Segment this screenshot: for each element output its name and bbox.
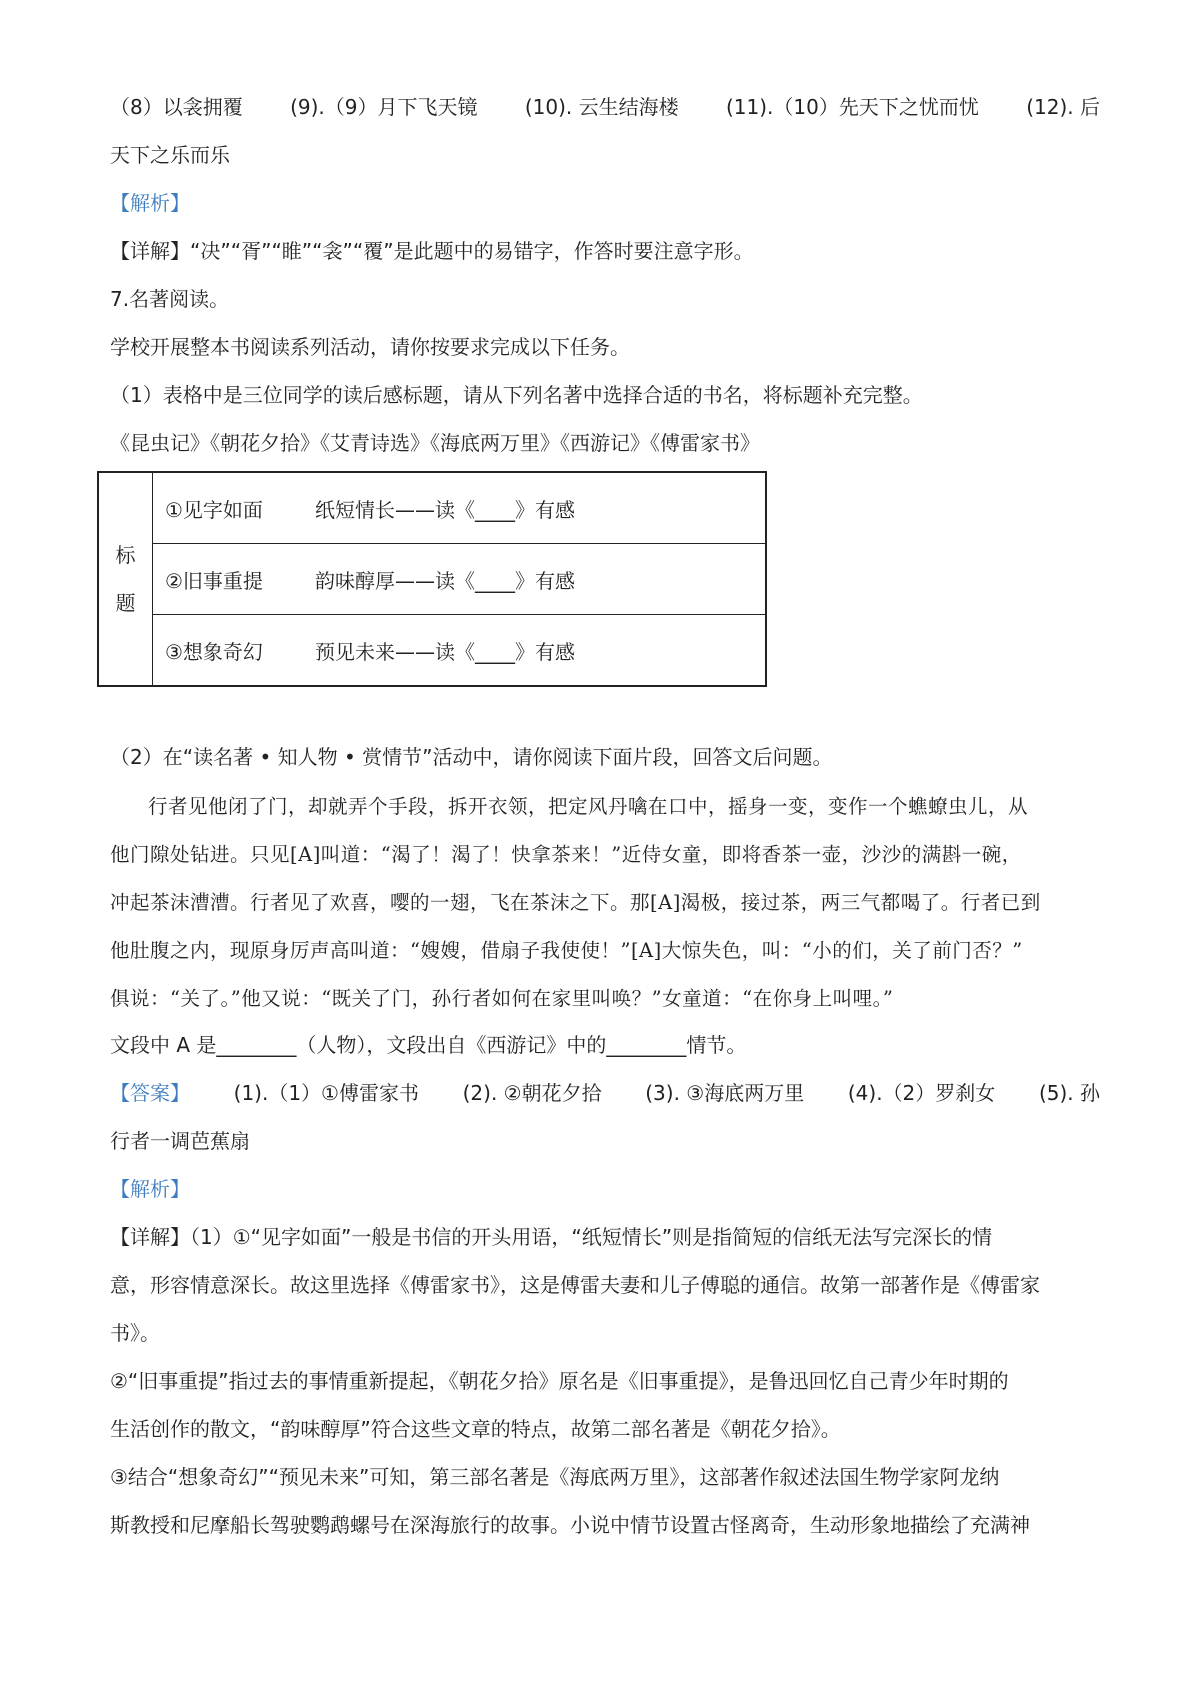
detail-line: ②“旧事重提”指过去的事情重新提起，《朝花夕拾》原名是《旧事重提》，是鲁迅回忆自己青少年时期的 <box>110 1369 1009 1393</box>
question-title: 7.名著阅读。 <box>110 287 230 311</box>
row-phrase: ①见字如面 <box>165 497 263 522</box>
detail-line: 意，形容情意深长。故这里选择《傅雷家书》，这是傅雷夫妻和儿子傅聪的通信。故第一部著作是《傅雷家 <box>110 1273 1040 1297</box>
passage-question: 文段中 A 是________（人物），文段出自《西游记》中的________情节。 <box>110 1033 747 1057</box>
answer-item: (3). ③海底两万里 <box>645 1081 805 1105</box>
answer-item: (4).（2）罗刹女 <box>847 1081 996 1105</box>
answer-item: (12). 后 <box>1026 95 1100 119</box>
answer-item: (9).（9）月下飞天镜 <box>290 95 478 119</box>
table-head-cell <box>98 472 153 686</box>
question-intro: 学校开展整本书阅读系列活动，请你按要求完成以下任务。 <box>110 335 630 359</box>
row-title: 纸短情长——读《____》有感 <box>315 497 575 522</box>
answer-line <box>110 1079 1100 1107</box>
detail-line: 【详解】（1）①“见字如面”一般是书信的开头用语，“纸短情长”则是指简短的信纸无法写完深长的情 <box>110 1225 993 1249</box>
passage-line: 冲起茶沫漕漕。行者见了欢喜，嘤的一翅，飞在茶沫之下。那[A]渴极，接过茶，两三气都喝了。行者已到 <box>110 891 1041 914</box>
analysis-label: 【解析】 <box>110 191 190 215</box>
answer-label: 【答案】 <box>110 1081 190 1105</box>
titles-table <box>97 471 767 687</box>
detail-line: ③结合“想象奇幻”“预见未来”可知，第三部名著是《海底两万里》，这部著作叙述法国生物学家阿龙纳 <box>110 1465 1000 1489</box>
answer-tail: 行者一调芭蕉扇 <box>110 1129 250 1153</box>
table-row <box>153 544 767 615</box>
row-title: 预见未来——读《____》有感 <box>315 639 575 664</box>
detail-line: 生活创作的散文，“韵味醇厚”符合这些文章的特点，故第二部名著是《朝花夕拾》。 <box>110 1417 841 1441</box>
passage-line: 行者见他闭了门，却就弄个手段，拆开衣领，把定风丹噙在口中，摇身一变，变作一个蟭蟟虫儿，从 <box>148 795 1029 818</box>
answer-item: (1).（1）①傅雷家书 <box>233 1081 419 1105</box>
table-row <box>153 615 767 687</box>
passage-line: 他门隙处钻进。只见[A]叫道：“渴了！渴了！快拿茶来！”近侍女童，即将香茶一壶，沙沙的满斟一碗， <box>110 843 1022 866</box>
detail-line: 斯教授和尼摩船长驾驶鹦鹉螺号在深海旅行的故事。小说中情节设置古怪离奇，生动形象地描绘了充满神 <box>110 1513 1030 1537</box>
table-head-char: 标 <box>115 543 136 567</box>
answer-item: （8）以衾拥覆 <box>110 95 243 119</box>
answer-item: (10). 云生结海楼 <box>524 95 679 119</box>
passage-line: 他肚腹之内，现原身厉声高叫道：“嫂嫂，借扇子我使使！”[A]大惊失色，叫：“小的们，关了前门否？” <box>110 939 1023 962</box>
answer-item: (11).（10）先天下之忧而忧 <box>725 95 979 119</box>
passage-line: 俱说：“关了。”他又说：“既关了门，孙行者如何在家里叫唤？”女童道：“在你身上叫哩。” <box>110 987 894 1010</box>
table-row <box>153 472 767 544</box>
subquestion-1: （1）表格中是三位同学的读后感标题，请从下列名著中选择合适的书名，将标题补充完整。 <box>110 383 923 407</box>
subquestion-2: （2）在“读名著 • 知人物 • 赏情节”活动中，请你阅读下面片段，回答文后问题。 <box>110 745 833 769</box>
answer-continuation-line <box>110 93 1100 121</box>
answer-item: (2). ②朝花夕拾 <box>462 1081 602 1105</box>
detail-paragraph: 【详解】“决”“胥”“睢”“衾”“覆”是此题中的易错字，作答时要注意字形。 <box>110 239 754 263</box>
row-phrase: ②旧事重提 <box>165 568 263 593</box>
table-head-char: 题 <box>115 591 136 615</box>
detail-line: 书》。 <box>110 1321 160 1345</box>
analysis-label: 【解析】 <box>110 1177 190 1201</box>
book-list: 《昆虫记》《朝花夕拾》《艾青诗选》《海底两万里》《西游记》《傅雷家书》 <box>110 431 760 455</box>
row-phrase: ③想象奇幻 <box>165 639 263 664</box>
row-title: 韵味醇厚——读《____》有感 <box>315 568 575 593</box>
answer-continuation-tail: 天下之乐而乐 <box>110 143 230 167</box>
answer-item: (5). 孙 <box>1038 1081 1100 1105</box>
